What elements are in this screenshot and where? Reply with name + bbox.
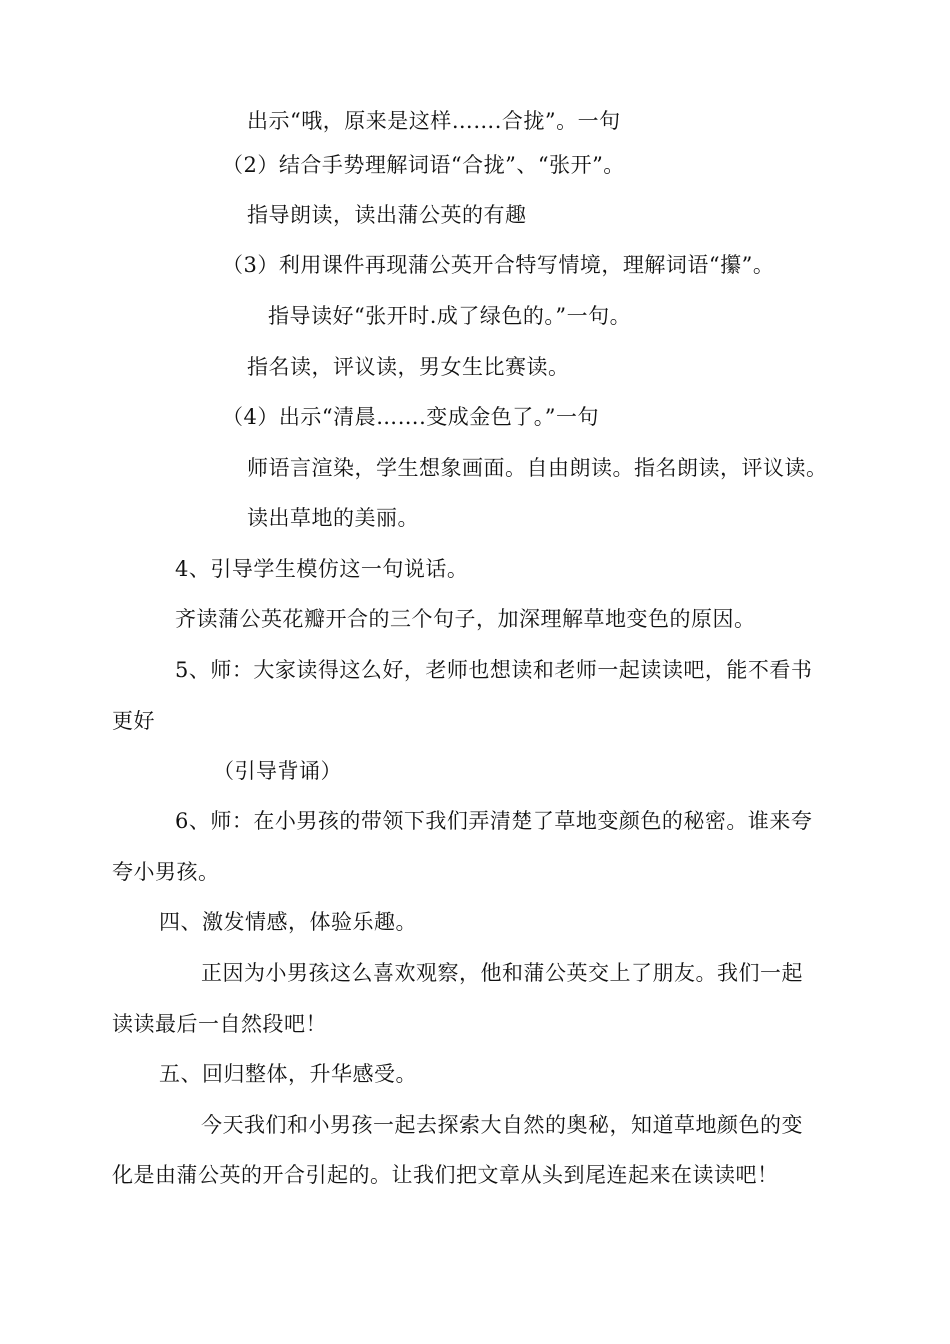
text-line: 更好 [112, 709, 155, 733]
text-line: （2）结合手势理解词语“合拢”、“张开”。 [222, 153, 625, 177]
text-line: 五、回归整体，升华感受。 [159, 1062, 417, 1086]
text-line: 化是由蒲公英的开合引起的。让我们把文章从头到尾连起来在读读吧！ [112, 1163, 779, 1187]
text-line: （3）利用课件再现蒲公英开合特写情境，理解词语“攥”。 [222, 253, 775, 277]
text-line: 5、师：大家读得这么好，老师也想读和老师一起读读吧，能不看书 [175, 658, 813, 682]
text-line: 读读最后一自然段吧！ [112, 1012, 327, 1036]
text-line: 今天我们和小男孩一起去探索大自然的奥秘，知道草地颜色的变 [201, 1113, 803, 1137]
text-line: 4、引导学生模仿这一句说话。 [175, 557, 469, 581]
text-line: 师语言渲染，学生想象画面。自由朗读。指名朗读，评议读。 [247, 456, 828, 480]
text-line: 指名读，评议读，男女生比赛读。 [247, 355, 570, 379]
text-line: 指导朗读，读出蒲公英的有趣 [247, 203, 527, 227]
text-line: 读出草地的美丽。 [247, 506, 419, 530]
text-line: 四、激发情感，体验乐趣。 [159, 910, 417, 934]
text-line: （4）出示“清晨…….变成金色了。”一句 [222, 405, 600, 429]
text-line: 出示“哦，原来是这样…….合拢”。一句 [247, 109, 621, 133]
text-line: 指导读好“张开时.成了绿色的。”一句。 [268, 304, 632, 328]
text-line: 正因为小男孩这么喜欢观察，他和蒲公英交上了朋友。我们一起 [201, 961, 803, 985]
text-line: （引导背诵） [213, 759, 342, 783]
text-line: 夸小男孩。 [112, 860, 220, 884]
text-line: 6、师：在小男孩的带领下我们弄清楚了草地变颜色的秘密。谁来夸 [175, 809, 813, 833]
text-line: 齐读蒲公英花瓣开合的三个句子，加深理解草地变色的原因。 [175, 607, 756, 631]
